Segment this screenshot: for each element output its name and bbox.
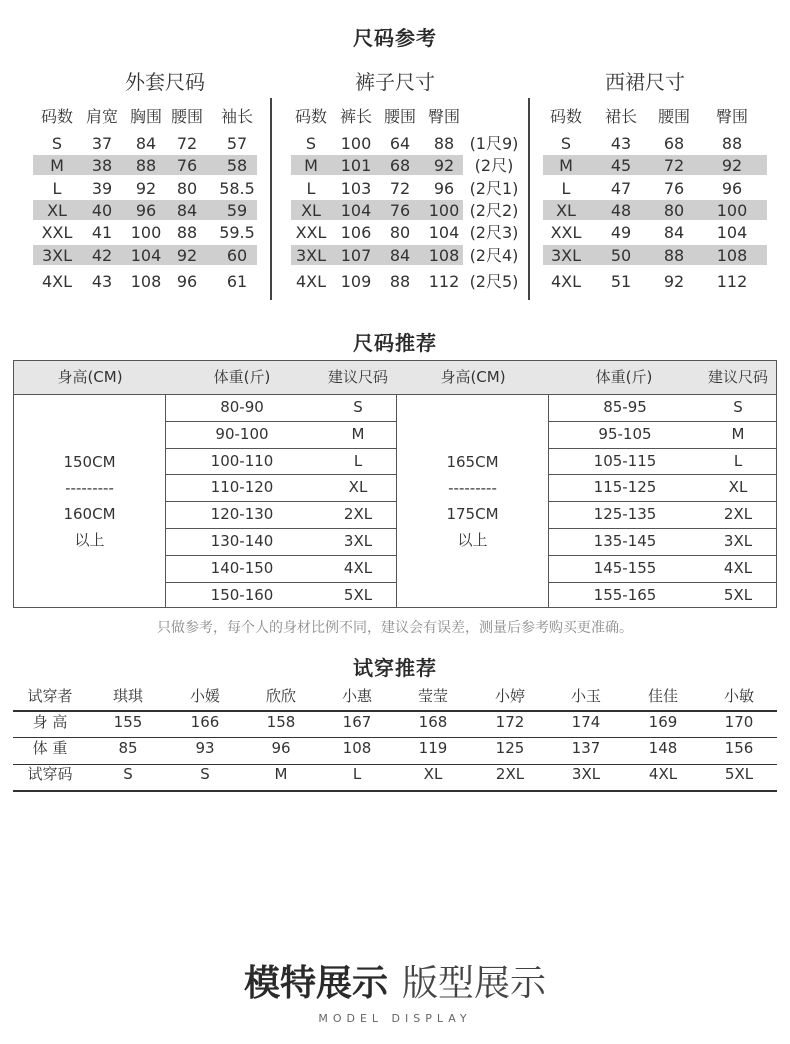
size-cell: 103: [340, 179, 372, 198]
size-cell: M: [50, 156, 64, 175]
size-cell: 88: [433, 134, 455, 153]
suggested-size-cell: S: [353, 398, 363, 416]
tryon-cell: 137: [571, 739, 601, 757]
tryon-cell: 167: [342, 713, 372, 731]
weight-range-cell: 90-100: [215, 424, 269, 443]
size-cell: 72: [176, 134, 198, 153]
size-cell: 59: [226, 201, 248, 220]
weight-range-cell: 105-115: [593, 451, 657, 470]
height-above-right: 以上: [457, 531, 488, 549]
tryon-cell: 85: [118, 739, 138, 757]
size-cell: 104: [716, 223, 748, 242]
size-cell: 45: [610, 156, 632, 175]
model-title-bold: 模特展示: [243, 963, 388, 1004]
tryon-header-row: [13, 683, 777, 709]
tryon-row: [13, 735, 777, 761]
tryon-cell: 欣欣: [265, 687, 296, 705]
size-cell: 64: [389, 134, 411, 153]
height-max-right: 175CM: [446, 505, 499, 523]
tryon-cell: XL: [423, 765, 443, 783]
weight-range-cell: 95-105: [598, 424, 652, 443]
size-cell: (2尺): [474, 156, 514, 175]
suggested-size-cell: XL: [728, 478, 748, 497]
tryon-cell: 小媛: [189, 687, 220, 705]
size-header-cell: 腰围: [170, 107, 203, 126]
tryon-cell: 170: [724, 713, 754, 731]
size-reference-title: 尺码参考: [353, 26, 437, 50]
size-cell: 108: [428, 246, 460, 265]
size-cell: XL: [301, 201, 321, 220]
size-cell: 106: [340, 223, 372, 242]
tryon-cell: 3XL: [571, 765, 601, 783]
size-cell: 40: [91, 201, 113, 220]
tryon-cell: L: [352, 765, 362, 783]
tryon-cell: 小惠: [341, 687, 372, 705]
size-cell: 109: [340, 272, 372, 291]
size-cell: 80: [663, 201, 685, 220]
size-cell: 59.5: [219, 223, 255, 242]
size-cell: 96: [176, 272, 198, 291]
tryon-rule: [13, 737, 777, 738]
tryon-cell: S: [200, 765, 210, 783]
size-cell: S: [560, 134, 572, 153]
size-cell: 60: [226, 246, 248, 265]
tryon-cell: 体 重: [32, 739, 68, 757]
header-size-left: 建议尺码: [327, 368, 388, 386]
tryon-cell: 156: [724, 739, 754, 757]
size-cell: 96: [135, 201, 157, 220]
size-cell: 88: [389, 272, 411, 291]
tryon-cell: 身 高: [32, 713, 68, 731]
size-cell: 3XL: [295, 246, 327, 265]
weight-range-cell: 125-135: [593, 505, 657, 524]
size-cell: 92: [135, 179, 157, 198]
size-cell: 49: [610, 223, 632, 242]
tryon-cell: 108: [342, 739, 372, 757]
size-cell: 76: [389, 201, 411, 220]
size-cell: XL: [556, 201, 576, 220]
model-display-subtitle: MODEL DISPLAY: [318, 1012, 472, 1025]
size-cell: 42: [91, 246, 113, 265]
header-size-right: 建议尺码: [707, 368, 768, 386]
size-header-cell: 码数: [549, 107, 582, 126]
size-cell: M: [304, 156, 318, 175]
tryon-cell: 试穿者: [27, 687, 73, 705]
tryon-cell: 试穿码: [27, 765, 73, 783]
size-cell: 88: [721, 134, 743, 153]
size-cell: 88: [176, 223, 198, 242]
size-cell: 104: [340, 201, 372, 220]
size-cell: 104: [130, 246, 162, 265]
weight-range-cell: 140-150: [210, 558, 274, 577]
size-recommend-title: 尺码推荐: [353, 331, 437, 355]
size-cell: 88: [135, 156, 157, 175]
size-cell: 3XL: [41, 246, 73, 265]
weight-range-cell: 145-155: [593, 558, 657, 577]
size-cell: 41: [91, 223, 113, 242]
size-cell: 80: [389, 223, 411, 242]
suggested-size-cell: M: [731, 424, 745, 443]
tryon-cell: 119: [418, 739, 448, 757]
weight-range-cell: 135-145: [593, 532, 657, 550]
tryon-cell: 166: [190, 713, 220, 731]
size-cell: 84: [389, 246, 411, 265]
size-recommend-table: [13, 360, 777, 608]
tryon-cell: 148: [648, 739, 678, 757]
size-cell: 100: [428, 201, 460, 220]
size-cell: 112: [428, 272, 460, 291]
size-cell: S: [51, 134, 63, 153]
size-header-cell: 袖长: [220, 107, 253, 126]
tryon-cell: 莹莹: [417, 687, 448, 705]
size-cell: XXL: [550, 223, 582, 242]
height-min-left: 150CM: [63, 453, 116, 471]
height-above-left: 以上: [74, 531, 105, 549]
header-weight-right: 体重(斤): [595, 368, 653, 386]
size-cell: 58: [226, 156, 248, 175]
weight-range-cell: 80-90: [220, 398, 264, 416]
header-height-right: 身高(CM): [440, 368, 506, 386]
size-cell: XXL: [41, 223, 73, 242]
height-dash-left: ---------: [65, 479, 114, 497]
size-header-cell: 裤长: [339, 107, 372, 126]
model-title-light: 版型展示: [402, 963, 547, 1004]
size-cell: 48: [610, 201, 632, 220]
tryon-cell: 2XL: [495, 765, 525, 783]
size-cell: 50: [610, 246, 632, 265]
size-cell: L: [561, 179, 571, 198]
height-range-left: [14, 449, 165, 553]
size-cell: XXL: [295, 223, 327, 242]
size-cell: 92: [176, 246, 198, 265]
weight-range-cell: 100-110: [210, 451, 274, 470]
suggested-size-cell: 2XL: [723, 505, 753, 524]
tryon-cell: 小玉: [570, 687, 601, 705]
size-cell: 68: [663, 134, 685, 153]
divider-left: [270, 98, 272, 300]
size-cell: 108: [716, 246, 748, 265]
size-cell: 100: [340, 134, 372, 153]
size-header-cell: 裙长: [604, 107, 637, 126]
size-cell: L: [52, 179, 62, 198]
model-display-title: [0, 955, 790, 1006]
tryon-cell: 174: [571, 713, 601, 731]
size-cell: 108: [130, 272, 162, 291]
size-header-cell: 码数: [40, 107, 73, 126]
size-cell: 4XL: [41, 272, 73, 291]
tryon-title: 试穿推荐: [353, 656, 437, 680]
size-cell: 58.5: [219, 179, 255, 198]
tryon-cell: 93: [195, 739, 215, 757]
height-min-right: 165CM: [446, 453, 499, 471]
weight-range-cell: 130-140: [210, 532, 274, 550]
size-cell: 92: [433, 156, 455, 175]
height-range-right: [397, 449, 548, 553]
size-cell: 80: [176, 179, 198, 198]
size-cell: 101: [340, 156, 372, 175]
tryon-cell: 169: [648, 713, 678, 731]
tryon-rule: [13, 710, 777, 712]
tryon-cell: 168: [418, 713, 448, 731]
size-header-cell: 胸围: [129, 107, 162, 126]
tryon-cell: 4XL: [648, 765, 678, 783]
tryon-cell: 佳佳: [647, 687, 678, 705]
pants-size-title: 裤子尺寸: [355, 70, 435, 94]
jacket-size-title: 外套尺码: [125, 70, 205, 94]
size-cell: 100: [130, 223, 162, 242]
size-cell: 96: [721, 179, 743, 198]
suggested-size-cell: 4XL: [343, 558, 373, 577]
suggested-size-cell: M: [351, 424, 365, 443]
tryon-cell: 小敏: [723, 687, 754, 705]
size-cell: 76: [176, 156, 198, 175]
weight-range-cell: 110-120: [210, 478, 274, 497]
tryon-cell: 小婷: [494, 687, 525, 705]
size-cell: (2尺2): [469, 201, 519, 220]
size-cell: 3XL: [550, 246, 582, 265]
tryon-cell: 96: [271, 739, 291, 757]
size-cell: 100: [716, 201, 748, 220]
size-cell: 61: [226, 272, 248, 291]
suggested-size-cell: S: [733, 398, 743, 416]
size-header-cell: 腰围: [383, 107, 416, 126]
size-cell: 76: [663, 179, 685, 198]
size-cell: 92: [663, 272, 685, 291]
size-cell: 84: [663, 223, 685, 242]
size-cell: 92: [721, 156, 743, 175]
size-cell: (1尺9): [469, 134, 519, 153]
size-header-cell: 码数: [294, 107, 327, 126]
size-cell: (2尺1): [469, 179, 519, 198]
size-cell: 88: [663, 246, 685, 265]
weight-range-cell: 155-165: [593, 585, 657, 604]
size-cell: L: [306, 179, 316, 198]
skirt-size-title: 西裙尺寸: [605, 70, 685, 94]
suggested-size-cell: 3XL: [723, 532, 753, 550]
size-cell: 72: [663, 156, 685, 175]
size-cell: 68: [389, 156, 411, 175]
size-cell: (2尺3): [469, 223, 519, 242]
header-weight-left: 体重(斤): [213, 368, 271, 386]
size-cell: 47: [610, 179, 632, 198]
tryon-cell: S: [123, 765, 133, 783]
suggested-size-cell: 3XL: [343, 532, 373, 550]
size-cell: 107: [340, 246, 372, 265]
suggested-size-cell: L: [733, 451, 743, 470]
size-cell: (2尺4): [469, 246, 519, 265]
tryon-cell: 5XL: [724, 765, 754, 783]
size-cell: 96: [433, 179, 455, 198]
size-cell: M: [559, 156, 573, 175]
tryon-cell: 琪琪: [112, 687, 143, 705]
recommend-header-row: [14, 361, 776, 395]
suggested-size-cell: 4XL: [723, 558, 753, 577]
size-header-cell: 臀围: [715, 107, 748, 126]
size-header-cell: 肩宽: [85, 107, 118, 126]
tryon-cell: 172: [495, 713, 525, 731]
size-cell: 38: [91, 156, 113, 175]
size-cell: 37: [91, 134, 113, 153]
size-header-cell: 腰围: [657, 107, 690, 126]
size-cell: 112: [716, 272, 748, 291]
height-max-left: 160CM: [63, 505, 116, 523]
tryon-table: [13, 683, 777, 787]
suggested-size-cell: L: [353, 451, 363, 470]
size-cell: 72: [389, 179, 411, 198]
tryon-cell: M: [274, 765, 288, 783]
tryon-rule: [13, 764, 777, 765]
size-cell: XL: [47, 201, 67, 220]
size-cell: 43: [610, 134, 632, 153]
suggested-size-cell: XL: [348, 478, 368, 497]
divider-right: [528, 98, 530, 300]
recommend-note: 只做参考，每个人的身材比例不同，建议会有误差，测量后参考购买更准确。: [157, 620, 633, 636]
tryon-cell: 158: [266, 713, 296, 731]
size-cell: 39: [91, 179, 113, 198]
size-cell: (2尺5): [469, 272, 519, 291]
size-cell: 4XL: [295, 272, 327, 291]
weight-range-cell: 115-125: [593, 478, 657, 497]
tryon-cell: 125: [495, 739, 525, 757]
size-cell: 104: [428, 223, 460, 242]
suggested-size-cell: 2XL: [343, 505, 373, 524]
tryon-row: [13, 709, 777, 735]
size-cell: 84: [176, 201, 198, 220]
suggested-size-cell: 5XL: [723, 585, 753, 604]
weight-range-cell: 85-95: [603, 398, 647, 416]
size-cell: 84: [135, 134, 157, 153]
tryon-cell: 155: [113, 713, 143, 731]
header-height-left: 身高(CM): [57, 368, 123, 386]
size-cell: 43: [91, 272, 113, 291]
suggested-size-cell: 5XL: [343, 585, 373, 604]
size-header-cell: 臀围: [427, 107, 460, 126]
size-cell: 4XL: [550, 272, 582, 291]
size-cell: S: [305, 134, 317, 153]
weight-range-cell: 120-130: [210, 505, 274, 524]
tryon-rule: [13, 790, 777, 792]
height-dash-right: ---------: [448, 479, 497, 497]
weight-range-cell: 150-160: [210, 585, 274, 604]
size-cell: 57: [226, 134, 248, 153]
size-cell: 51: [610, 272, 632, 291]
